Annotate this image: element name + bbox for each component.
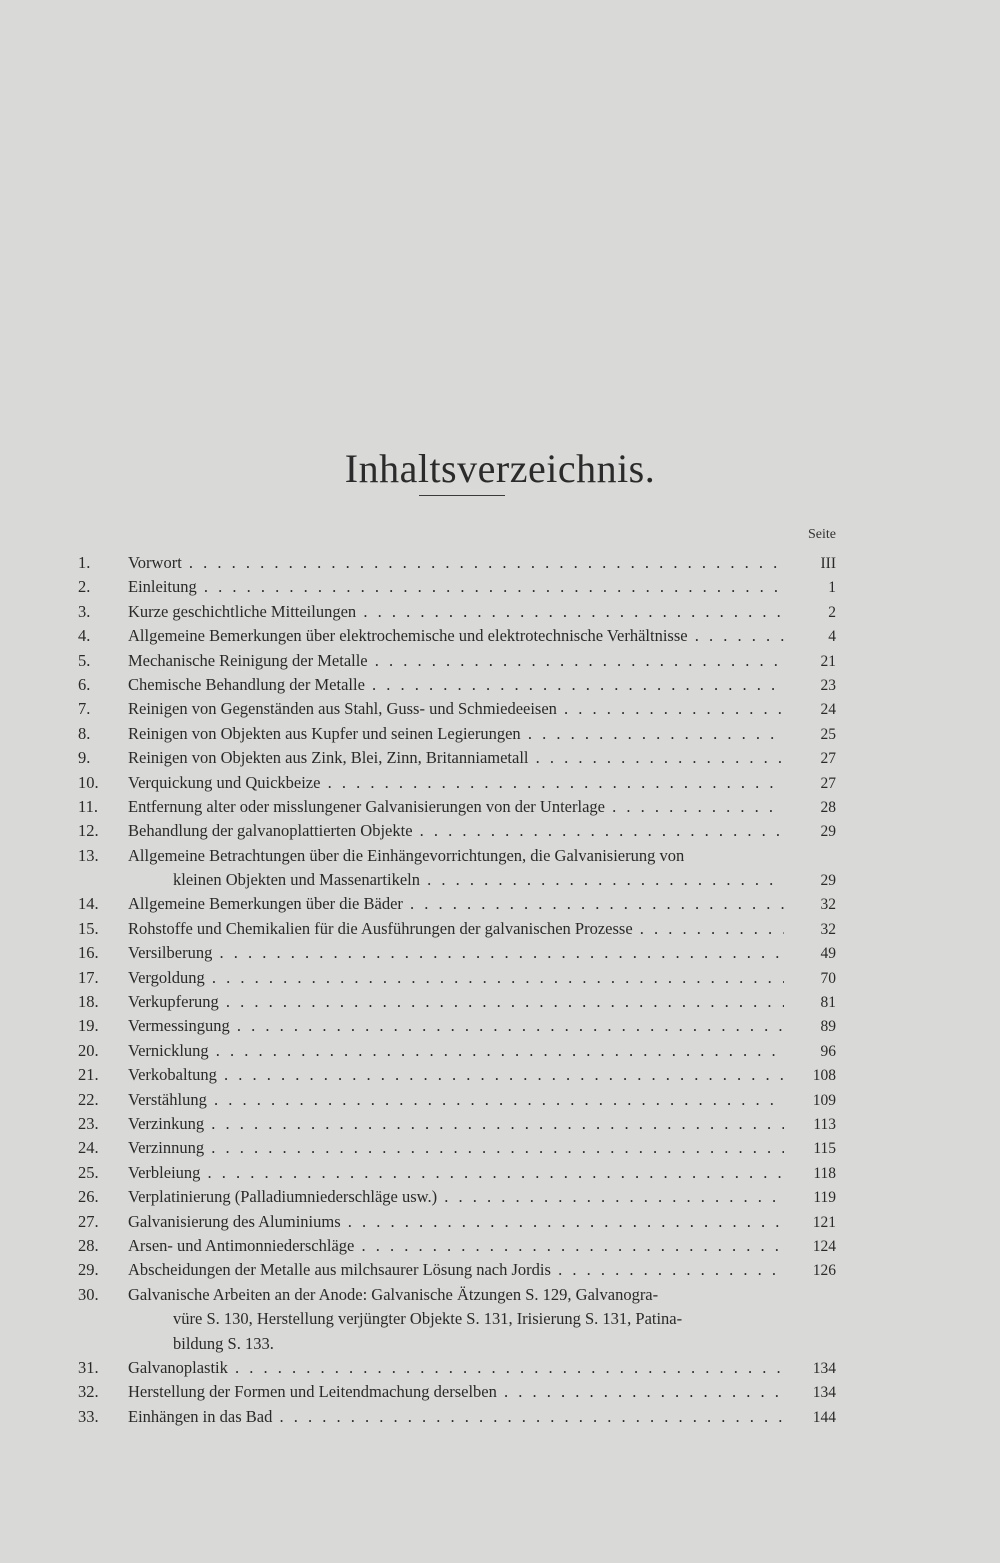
toc-entry-page: 29 [820,872,836,890]
toc-entry [78,1234,838,1258]
toc-entry-page: 108 [812,1067,836,1085]
toc-entry-page: 115 [813,1140,836,1158]
toc-entry-page: 32 [820,920,836,938]
toc-entry-number: 26. [78,1187,99,1207]
toc-entry-number: 11. [78,796,99,816]
toc-entry-title: Kurze geschichtliche Mitteilungen . . . [128,600,784,624]
toc-entry-number: 33. [78,1406,99,1426]
toc-entry [78,795,838,819]
toc-entry-page: 119 [813,1189,836,1207]
toc-entry [78,575,838,599]
toc-entry-title: Allgemeine Bemerkungen über die Bäder . . . [128,892,784,916]
toc-entry-number: 7. [78,699,91,719]
toc-entry-page: 24 [820,701,836,719]
toc-entry-number: 32. [78,1382,99,1402]
toc-entry-number: 24. [78,1138,99,1158]
toc-entry-title: Versilberung . . . [128,941,784,965]
toc-entry [78,1356,838,1380]
toc-entry-page: 134 [812,1384,836,1402]
toc-entry-page: 113 [813,1115,836,1133]
toc-entry-title: Vernicklung . . . [128,1039,784,1063]
toc-entry-page: 109 [812,1091,836,1109]
toc-entry-title: Galvanische Arbeiten an der Anode: Galvanische Ätzungen S. 129, Galvanogra- [128,1284,659,1304]
toc-entry-page: 134 [812,1359,836,1377]
toc-entry [78,1258,838,1282]
toc-entry-page: 29 [820,823,836,841]
toc-entry-page: 96 [820,1042,836,1060]
toc-entry [78,746,838,770]
toc-entry-title: Verkupferung . . . [128,990,784,1014]
toc-entry [78,771,838,795]
toc-entry [78,1210,838,1234]
toc-entry [78,551,838,575]
toc-entry-page: III [820,555,836,572]
toc-entry-title: vüre S. 130, Herstellung verjüngter Objekte S. 131, Irisierung S. 131, Patina- [173,1309,683,1329]
toc-entry [78,892,838,916]
toc-entry-title: Verplatinierung (Palladiumniederschläge usw.) . . . [128,1185,784,1209]
toc-entry-page: 27 [820,750,836,768]
toc-entry-title: Mechanische Reinigung der Metalle . . . [128,649,784,673]
toc-entry-page: 49 [820,945,836,963]
toc-entry [78,917,838,941]
toc-entry-page: 126 [812,1262,836,1280]
toc-entry-number: 5. [78,650,91,670]
toc-entry-number: 4. [78,626,91,646]
toc-entry-number: 12. [78,821,99,841]
toc-entry-number: 19. [78,1016,99,1036]
toc-entry-number: 20. [78,1040,99,1060]
toc-entry [78,1039,838,1063]
toc-entry-title: Verkobaltung . . . [128,1063,784,1087]
toc-entry-title: Chemische Behandlung der Metalle . . . [128,673,784,697]
toc-entry-title: Reinigen von Objekten aus Kupfer und seinen Legierungen . . . [128,722,784,746]
toc-entry [78,844,838,868]
toc-entry [78,966,838,990]
toc-entry-number: 22. [78,1089,99,1109]
toc-entry [78,1332,838,1356]
toc-entry-title: Arsen- und Antimonniederschläge . . . [128,1234,784,1258]
toc-entry-title: Abscheidungen der Metalle aus milchsaurer Lösung nach Jordis . . . [128,1258,784,1282]
toc-entry-number: 10. [78,772,99,792]
toc-entry [78,1283,838,1307]
toc-entry-number: 2. [78,577,91,597]
toc-entry-number: 21. [78,1065,99,1085]
toc-entry-number: 18. [78,992,99,1012]
toc-entry [78,1014,838,1038]
toc-entry-page: 1 [828,579,836,597]
toc-entry-page: 32 [820,896,836,914]
toc-entry-number: 3. [78,601,91,621]
toc-entry [78,819,838,843]
toc-entry [78,722,838,746]
toc-entry-number: 17. [78,967,99,987]
toc-entry-number: 31. [78,1357,99,1377]
toc-entry-title: Verstählung . . . [128,1088,784,1112]
toc-entry [78,1185,838,1209]
toc-entry [78,673,838,697]
toc-entry-page: 27 [820,774,836,792]
toc-entry [78,941,838,965]
toc-entry [78,624,838,648]
toc-entry-number: 1. [78,553,91,572]
toc-entry-page: 118 [813,1164,836,1182]
toc-entry-title: kleinen Objekten und Massenartikeln . . . [128,868,784,892]
toc-entry [78,1380,838,1404]
toc-entry-title: Herstellung der Formen und Leitendmachung derselben . . . [128,1380,784,1404]
toc-entry [78,1307,838,1331]
toc-entry-page: 89 [820,1018,836,1036]
toc-entry-number: 15. [78,918,99,938]
toc-entry-title: Einhängen in das Bad . . . [128,1405,784,1429]
toc-entry-page: 23 [820,676,836,694]
toc-entry [78,600,838,624]
toc-entry-title: Entfernung alter oder misslungener Galvanisierungen von der Unterlage . . . [128,795,784,819]
toc-entry-number: 23. [78,1113,99,1133]
toc-entry-title: Einleitung . . . [128,575,784,599]
toc-entry-number: 16. [78,943,99,963]
toc-entry-title: Verquickung und Quickbeize . . . [128,771,784,795]
toc-entry-title: Vergoldung . . . [128,966,784,990]
toc-entry-number: 25. [78,1162,99,1182]
toc-entry-title: Allgemeine Bemerkungen über elektrochemische und elektrotechnische Verhältnisse . . . [128,624,784,648]
toc-entry-page: 124 [812,1237,836,1255]
toc-entry-number: 29. [78,1260,99,1280]
toc-entry-number: 6. [78,674,91,694]
toc-entry-page: 81 [820,994,836,1012]
toc-entry-title: Verzinnung . . . [128,1136,784,1160]
toc-entry-page: 4 [828,628,836,646]
toc-entry [78,697,838,721]
toc-entry-title: bildung S. 133. [173,1333,274,1353]
toc-entry-number: 28. [78,1235,99,1255]
toc-entry-number: 8. [78,723,91,743]
toc-entry-title: Vermessingung . . . [128,1014,784,1038]
toc-entry-number: 14. [78,894,99,914]
toc-entry [78,1112,838,1136]
toc-entry [78,990,838,1014]
title-divider [419,495,505,496]
toc-entry-page: 21 [820,652,836,670]
page-column-header: Seite [808,527,836,542]
toc-entry-page: 144 [812,1408,836,1426]
toc-entry-number: 27. [78,1211,99,1231]
toc-entry [78,1136,838,1160]
toc-entry [78,1161,838,1185]
toc-entry-title: Vorwort . . . [128,551,784,575]
toc-entry-number: 30. [78,1284,99,1304]
toc-entry-page: 28 [820,798,836,816]
toc-entry [78,1405,838,1429]
toc-entry-title: Verbleiung . . . [128,1161,784,1185]
toc-entry-page: 25 [820,725,836,743]
toc-entry [78,649,838,673]
toc-entry-title: Behandlung der galvanoplattierten Objekte . . . [128,819,784,843]
toc-entry-title: Verzinkung . . . [128,1112,784,1136]
toc-entry-title: Galvanisierung des Aluminiums . . . [128,1210,784,1234]
toc-entry-title: Rohstoffe und Chemikalien für die Ausführungen der galvanischen Prozesse . . . [128,917,784,941]
toc-entry [78,868,838,892]
toc-entry-number: 13. [78,845,99,865]
toc-entry-title: Allgemeine Betrachtungen über die Einhängevorrichtungen, die Galvanisierung von [128,845,685,865]
toc-entry-title: Reinigen von Objekten aus Zink, Blei, Zinn, Britanniametall . . . [128,746,784,770]
page-title: Inhaltsverzeichnis. [344,445,656,491]
toc-entry-page: 70 [820,969,836,987]
toc-entry [78,1063,838,1087]
toc-entry-title: Galvanoplastik . . . [128,1356,784,1380]
toc-entry-title: Reinigen von Gegenständen aus Stahl, Guss- und Schmiedeeisen . . . [128,697,784,721]
toc-entry-page: 2 [828,603,836,621]
toc-entry [78,1088,838,1112]
toc-entry-number: 9. [78,748,91,768]
toc-entry-page: 121 [812,1213,836,1231]
table-of-contents [78,551,838,1429]
